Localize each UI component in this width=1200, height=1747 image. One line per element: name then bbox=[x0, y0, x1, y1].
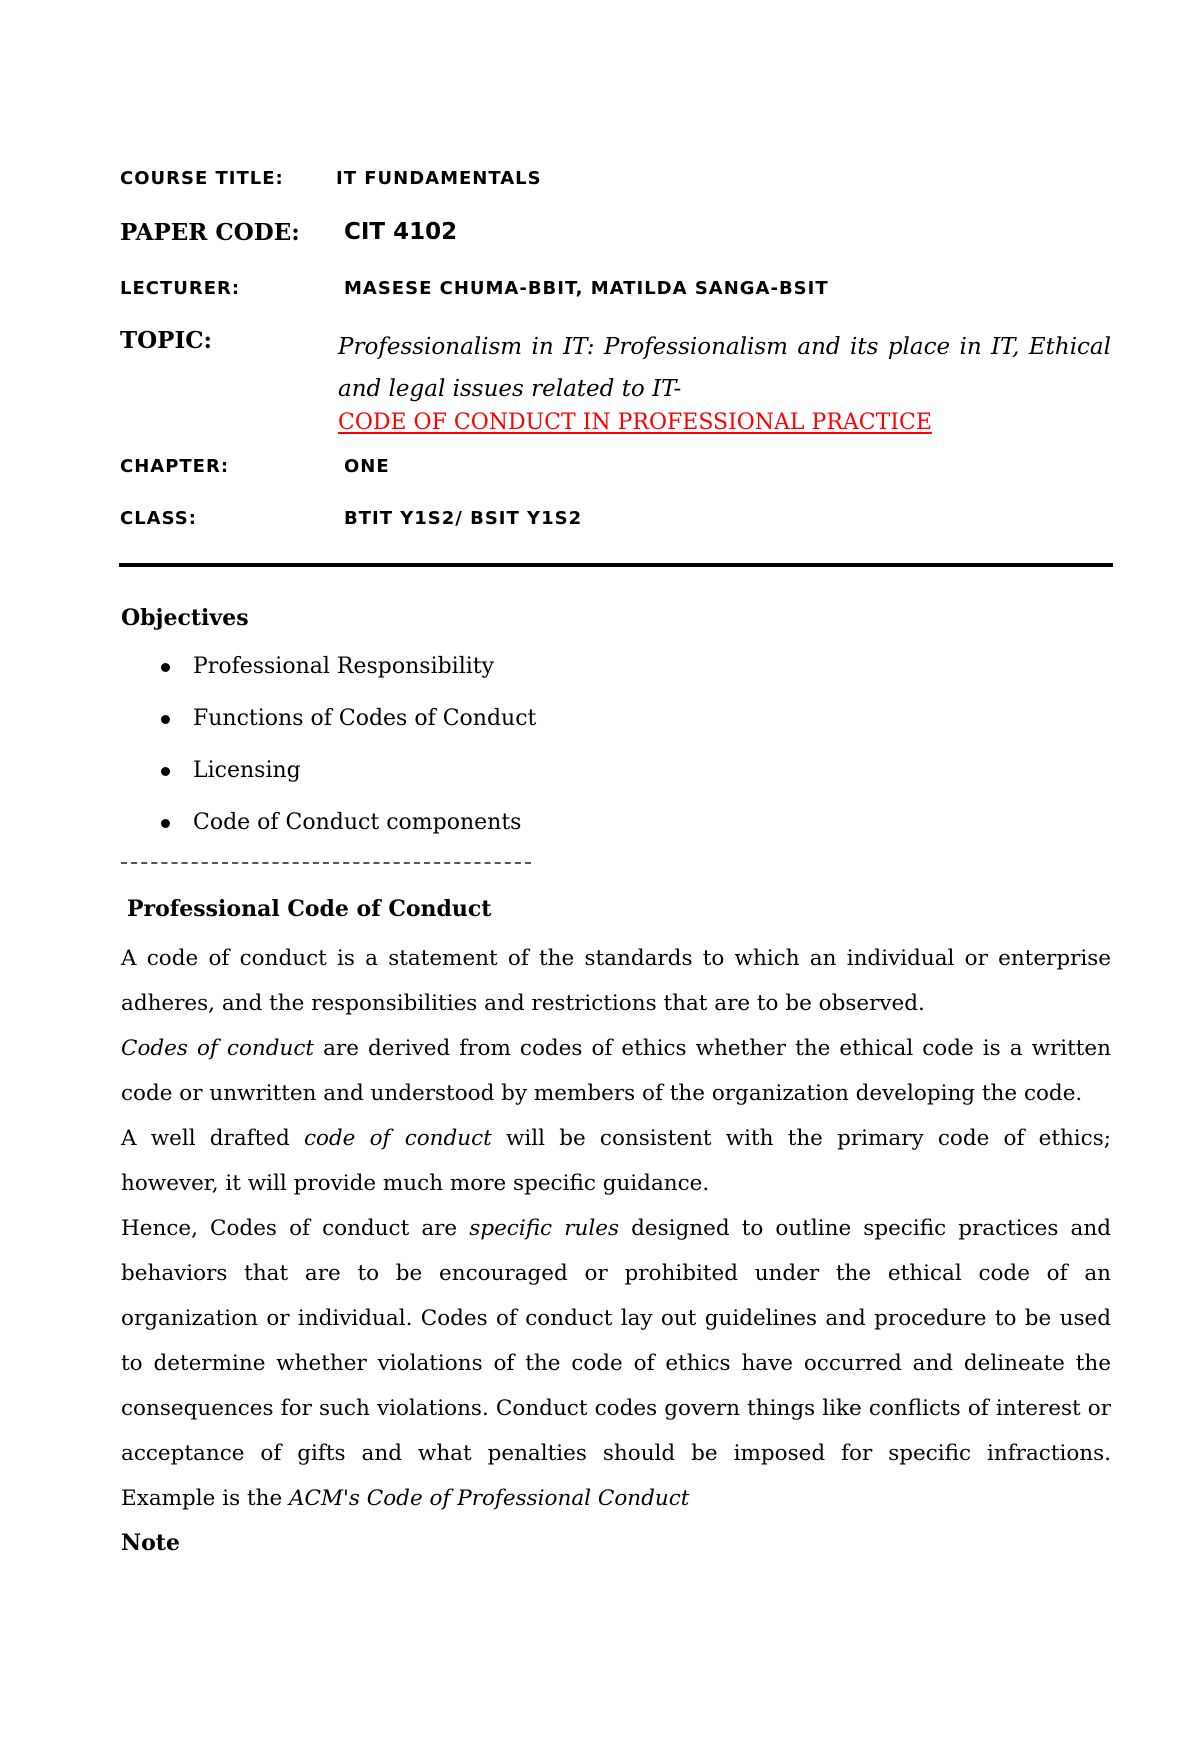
paper-code-value: CIT 4102 bbox=[344, 219, 458, 245]
list-item bbox=[121, 804, 536, 856]
course-title-value: IT FUNDAMENTALS bbox=[336, 168, 542, 189]
note-heading: Note bbox=[121, 1530, 180, 1556]
paragraph-text: will be consistent with the primary code of ethics; however, it will provide much more specific guidance. bbox=[121, 1126, 1112, 1196]
emphasis-text: code of conduct bbox=[303, 1126, 492, 1151]
objective-text: Licensing bbox=[193, 758, 301, 783]
topic-value: Professionalism in IT: Professionalism and its place in IT, Ethical and legal issues related to IT- bbox=[338, 334, 1111, 402]
lecturer-value: MASESE CHUMA-BBIT, MATILDA SANGA-BSIT bbox=[344, 278, 829, 299]
course-title-label: COURSE TITLE: bbox=[120, 168, 284, 189]
paragraph-text: Hence, Codes of conduct are bbox=[121, 1216, 470, 1241]
paragraph-well-drafted bbox=[121, 1116, 1111, 1206]
paragraph-derived bbox=[121, 1026, 1111, 1116]
bullet-icon bbox=[161, 663, 170, 672]
objective-text: Code of Conduct components bbox=[193, 810, 522, 835]
emphasis-text: Codes of conduct bbox=[121, 1036, 315, 1061]
paragraph-definition bbox=[121, 936, 1111, 1026]
section-body bbox=[121, 936, 1111, 1566]
emphasis-text: ACM's Code of Professional Conduct bbox=[289, 1486, 690, 1511]
paragraph-text: designed to outline specific practices and behaviors that are to be encouraged or prohibited under the ethical code of an organization or individual. Codes of conduct lay out guidelines and procedure to be used to determine whether violations of the code of ethics have occurred and delineate the consequences for such violations. Conduct codes govern things like conflicts of interest or acceptance of gifts and what penalties should be imposed for specific infractions. Example is the bbox=[121, 1216, 1111, 1511]
paragraph-text: A code of conduct is a statement of the standards to which an individual or enterprise adheres, and the responsibilities and restrictions that are to be observed. bbox=[121, 946, 1111, 1016]
class-value: BTIT Y1S2/ BSIT Y1S2 bbox=[344, 508, 583, 529]
list-item bbox=[121, 752, 536, 804]
paragraph-text: A well drafted bbox=[121, 1126, 304, 1151]
list-item bbox=[121, 700, 536, 752]
topic-label: TOPIC: bbox=[120, 327, 212, 354]
bullet-icon bbox=[161, 715, 170, 724]
lecturer-label: LECTURER: bbox=[120, 278, 241, 299]
chapter-value: ONE bbox=[344, 456, 390, 477]
objective-text: Functions of Codes of Conduct bbox=[193, 706, 537, 731]
header-divider bbox=[119, 563, 1113, 567]
topic-highlight: CODE OF CONDUCT IN PROFESSIONAL PRACTICE bbox=[338, 410, 932, 435]
paragraph-specific-rules bbox=[121, 1206, 1111, 1521]
paper-code-label: PAPER CODE: bbox=[120, 219, 300, 246]
objectives-list bbox=[121, 648, 536, 856]
bullet-icon bbox=[161, 819, 170, 828]
list-item bbox=[121, 648, 536, 700]
emphasis-text: specific rules bbox=[469, 1216, 619, 1241]
paragraph-text: are derived from codes of ethics whether the ethical code is a written code or unwritten and understood by members of the organization developing the code. bbox=[121, 1036, 1111, 1106]
class-label: CLASS: bbox=[120, 508, 197, 529]
objectives-heading: Objectives bbox=[121, 605, 249, 631]
section-heading: Professional Code of Conduct bbox=[127, 896, 492, 922]
chapter-label: CHAPTER: bbox=[120, 456, 230, 477]
objective-text: Professional Responsibility bbox=[193, 654, 495, 679]
dashed-separator bbox=[121, 862, 531, 864]
bullet-icon bbox=[161, 767, 170, 776]
